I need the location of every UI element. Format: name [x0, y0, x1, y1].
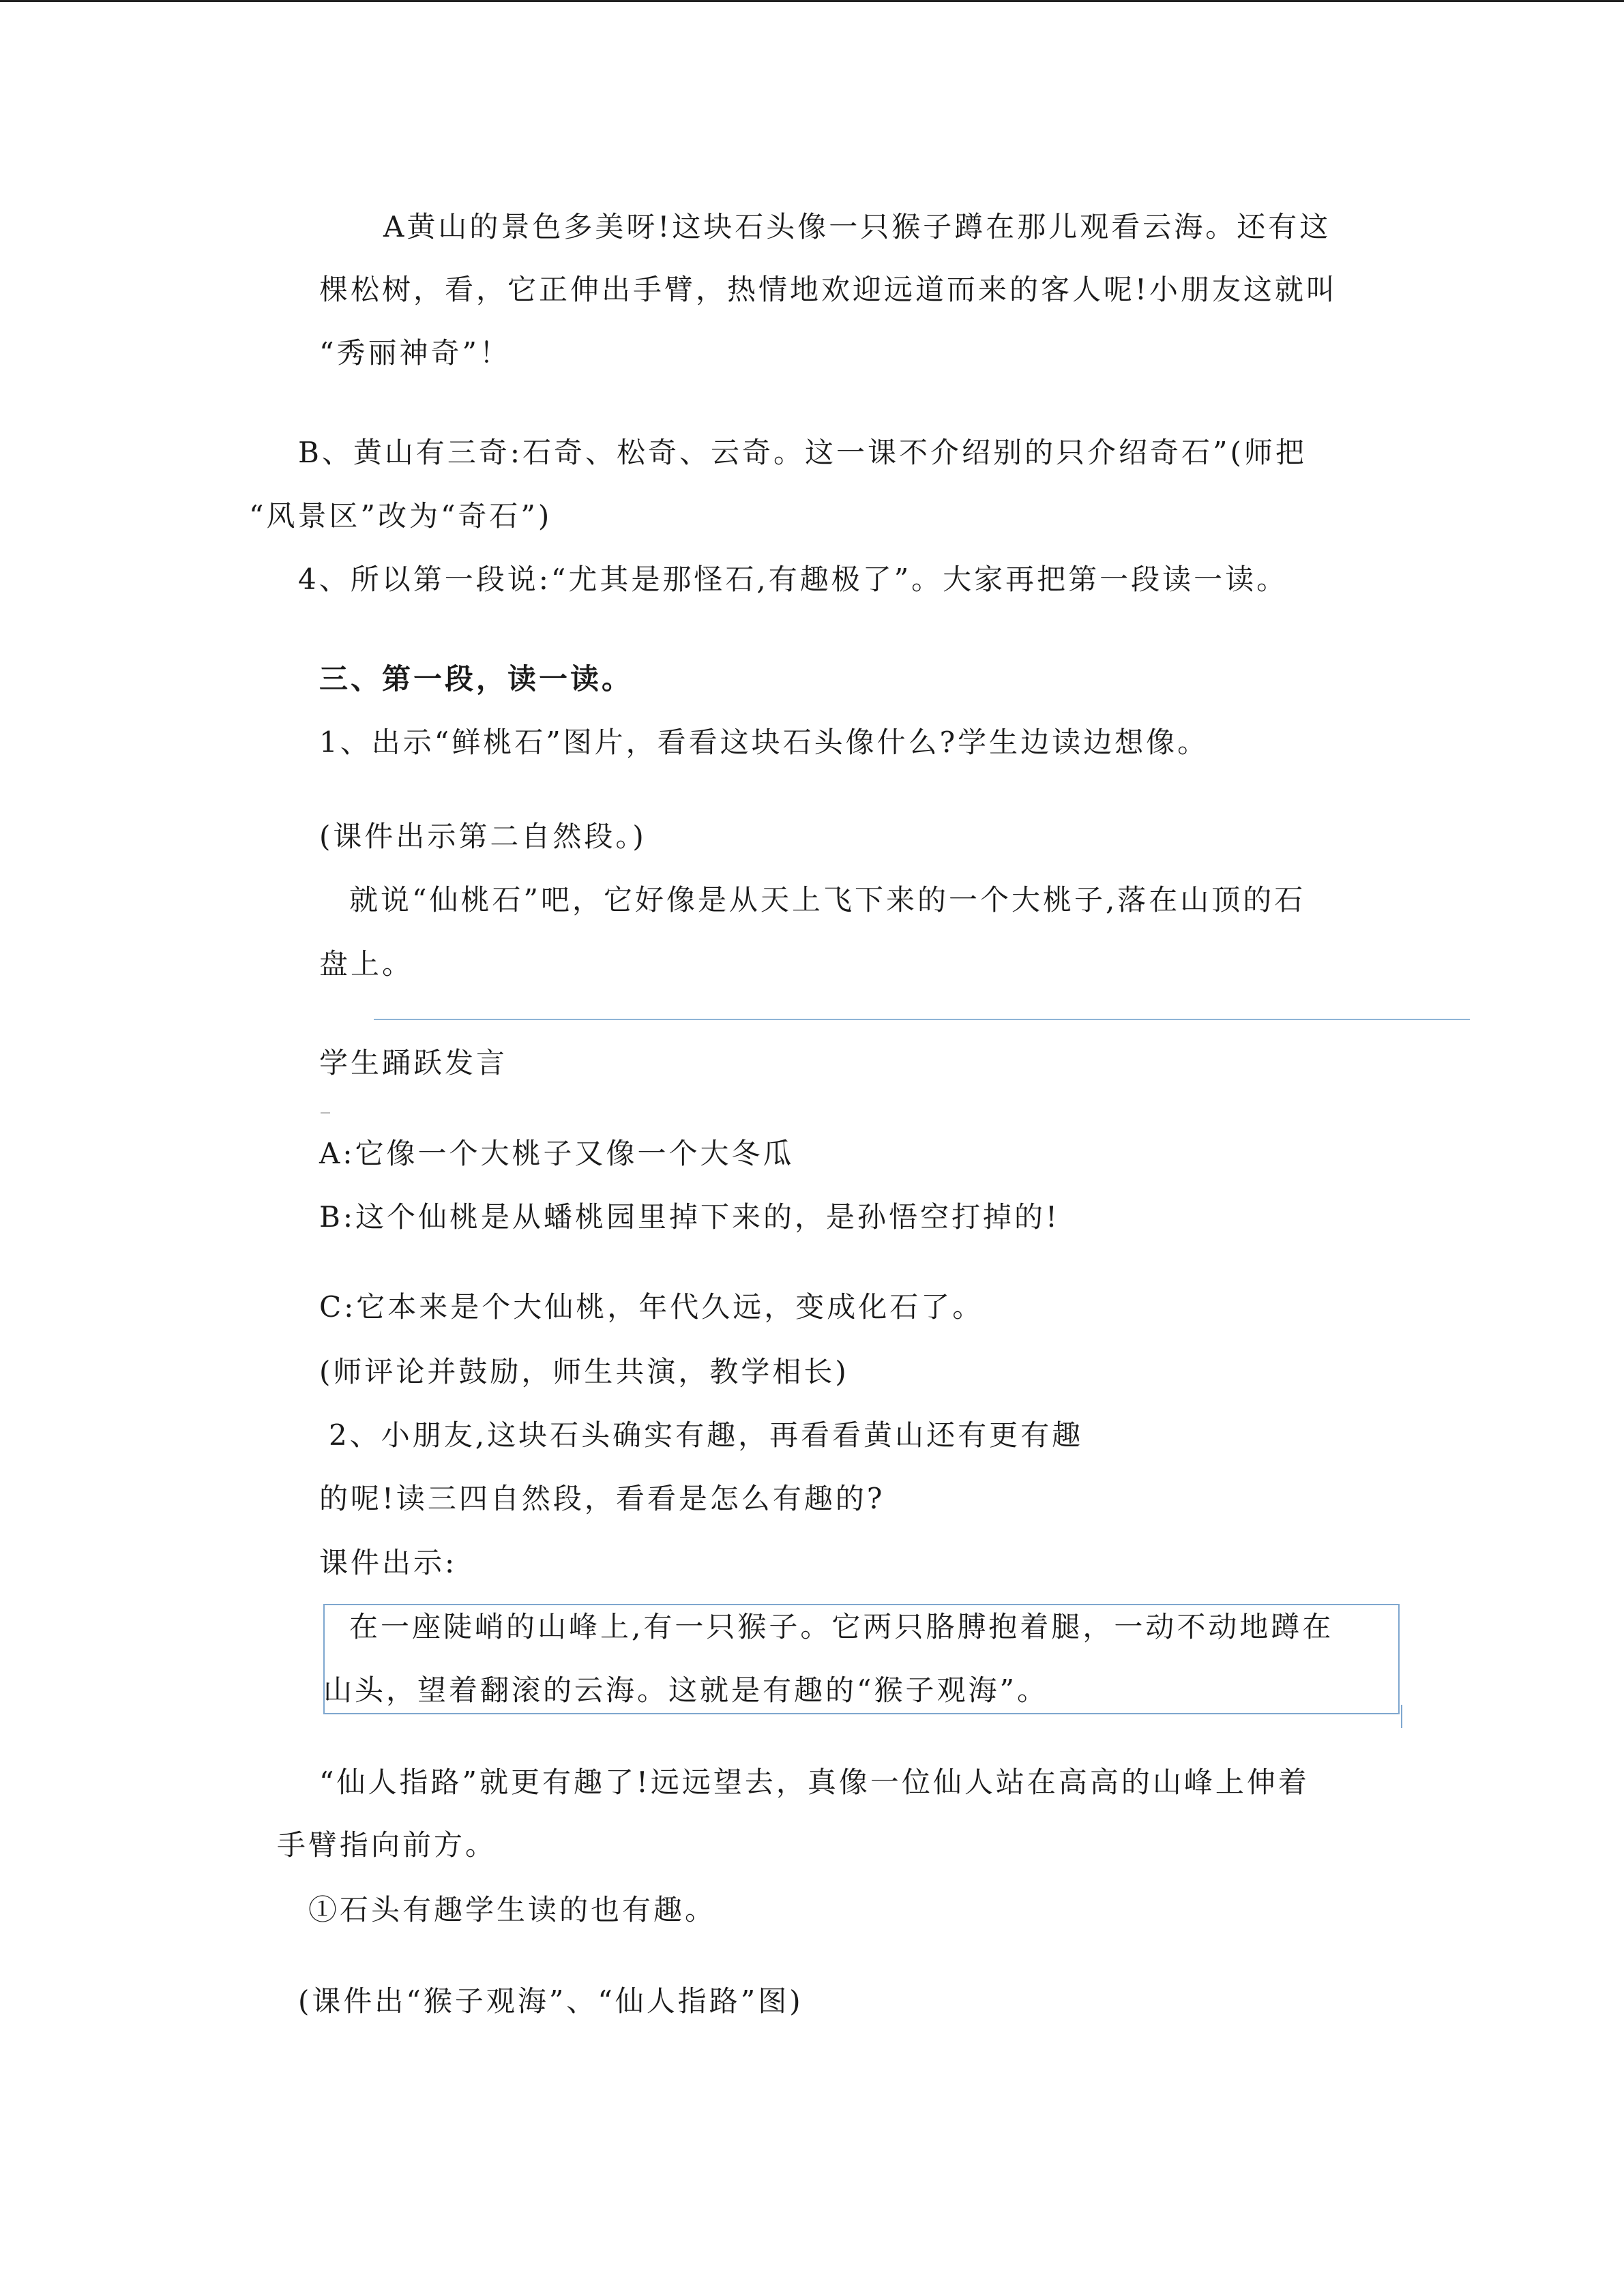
paragraph-line: 学生踊跃发言 [319, 1046, 508, 1079]
divider-line [374, 1019, 1470, 1020]
paragraph-line: 就说“仙桃石”吧，它好像是从天上飞下来的一个大桃子,落在山顶的石 [349, 883, 1306, 916]
paragraph-line: (课件出“猴子观海”、“仙人指路”图) [298, 1984, 803, 2018]
answer-line: C:它本来是个大仙桃，年代久远，变成化石了。 [319, 1290, 984, 1324]
paragraph-line: 1、出示“鲜桃石”图片，看看这块石头像什么?学生边读边想像。 [319, 726, 1209, 759]
paragraph-line: 4、所以第一段说:“尤其是那怪石,有趣极了”。大家再把第一段读一读。 [298, 563, 1288, 596]
boxed-text-line: 山头，望着翻滚的云海。这就是有趣的“猴子观海”。 [323, 1673, 1048, 1707]
paragraph-line: B、黄山有三奇:石奇、松奇、云奇。这一课不介绍别的只介绍奇石”(师把 [298, 436, 1307, 469]
paragraph-line: ①石头有趣学生读的也有趣。 [308, 1893, 717, 1926]
paragraph-line: “秀丽神奇”！ [319, 336, 511, 370]
box-corner-mark [1401, 1705, 1402, 1728]
answer-line: A:它像一个大桃子又像一个大冬瓜 [319, 1137, 795, 1170]
answer-line: B:这个仙桃是从蟠桃园里掉下来的，是孙悟空打掉的! [319, 1200, 1060, 1234]
top-border [0, 0, 1624, 2]
paragraph-line: (师评论并鼓励，师生共演，教学相长) [319, 1355, 849, 1388]
paragraph-line: 棵松树，看，它正伸出手臂，热情地欢迎远道而来的客人呢!小朋友这就叫 [319, 273, 1338, 306]
section-heading: 三、第一段，读一读。 [319, 662, 634, 696]
dash-mark [321, 1112, 330, 1114]
paragraph-line: 2、小朋友,这块石头确实有趣，再看看黄山还有更有趣 [329, 1418, 1084, 1452]
paragraph-line: 的呢!读三四自然段，看看是怎么有趣的? [319, 1482, 885, 1515]
paragraph-line: “风景区”改为“奇石”) [249, 499, 552, 533]
paragraph-line: A黄山的景色多美呀!这块石头像一只猴子蹲在那儿观看云海。还有这 [383, 210, 1331, 243]
paragraph-line: 手臂指向前方。 [277, 1828, 497, 1862]
paragraph-line: 课件出示: [319, 1546, 458, 1579]
boxed-text-line: 在一座陡峭的山峰上,有一只猴子。它两只胳膊抱着腿，一动不动地蹲在 [349, 1610, 1334, 1643]
paragraph-line: “仙人指路”就更有趣了!远远望去，真像一位仙人站在高高的山峰上伸着 [319, 1765, 1310, 1799]
paragraph-line: 盘上。 [319, 947, 414, 981]
paragraph-line: (课件出示第二自然段。) [319, 820, 647, 853]
